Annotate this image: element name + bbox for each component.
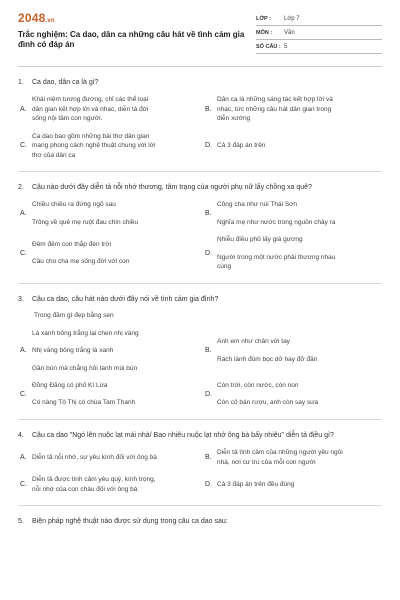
question-text <box>18 295 382 304</box>
question-number: 5. <box>18 517 24 525</box>
option-text <box>32 132 197 160</box>
option-line: Cả 3 đáp án trên đều đúng <box>217 480 295 488</box>
option-line: Có nàng Tô Thị có chùa Tam Thanh <box>32 399 136 407</box>
question-divider <box>18 283 382 284</box>
page-title: Trắc nghiệm: Ca dao, dân ca những câu hát về tình cảm gia đình có đáp án <box>18 30 245 50</box>
option-line: Nhị vàng bông trắng lá xanh <box>32 347 114 355</box>
option-text <box>32 200 197 227</box>
option-letter: B. <box>205 105 212 113</box>
option-line-gap <box>32 338 197 346</box>
header-divider <box>18 66 382 67</box>
question-text <box>18 183 382 192</box>
option-line: nhà, nơi cư trú của mỗi con người <box>217 458 316 466</box>
answer-option[interactable] <box>203 95 382 123</box>
answer-option[interactable] <box>18 381 197 408</box>
question <box>18 78 382 160</box>
option-line: nhạc, tức những câu hát dân gian trong <box>217 105 332 113</box>
option-text <box>217 200 382 227</box>
answer-option[interactable] <box>18 132 197 160</box>
question-number: 1. <box>18 79 24 86</box>
option-line: Cả 3 đáp án trên <box>217 142 266 150</box>
option-line: Còn cô bán rượu, anh còn say sưa <box>217 399 319 407</box>
option-line: cùng <box>217 263 232 271</box>
option-line-gap <box>217 245 382 253</box>
answer-options <box>18 448 382 494</box>
answer-options <box>18 95 382 160</box>
option-text <box>217 337 382 364</box>
option-line: Dân ca là những sáng tác kết hợp lời và <box>217 96 333 104</box>
question-prompt: Biện pháp nghệ thuật nào được sử dụng trong câu ca dao sau: <box>32 517 228 525</box>
option-line: Diễn tả nỗi nhớ, sự yêu kính đối với ông bà <box>32 453 157 461</box>
option-letter: C. <box>20 480 27 488</box>
option-line: Diễn tả tình cảm của những người yêu ngôi <box>217 449 343 457</box>
answer-option[interactable] <box>18 448 197 467</box>
option-line: Trông về quê mẹ ruột đau chín chiều <box>32 218 138 226</box>
option-letter: D. <box>205 390 212 398</box>
answer-option[interactable] <box>203 448 382 467</box>
option-text <box>32 475 197 494</box>
option-line: Công cha như núi Thái Sơn <box>217 201 298 209</box>
answer-options <box>18 200 382 271</box>
meta-label: SỐ CÂU : <box>256 43 281 50</box>
question <box>18 295 382 408</box>
option-line: Diễn tả được tình cảm yêu quý, kính trọng, <box>32 476 156 484</box>
option-line-gap <box>32 210 197 218</box>
option-line-gap <box>32 249 197 257</box>
answer-option[interactable] <box>18 235 197 271</box>
option-letter: A. <box>20 347 27 355</box>
option-line: dân gian kết hợp lời và nhạc, diễn tả đời <box>32 105 149 113</box>
meta-value: 5 <box>284 43 288 50</box>
question-number: 2. <box>18 183 24 191</box>
option-line: Nhiễu điều phủ lấy giá gương <box>217 236 303 244</box>
page-header <box>18 10 382 60</box>
option-line: Anh em như chân với tay <box>217 338 290 346</box>
answer-option[interactable] <box>203 381 382 408</box>
option-line: Gần bùn mà chẳng hôi tanh mùi bùn <box>32 364 138 372</box>
question-prompt: Câu ca dao, câu hát nào dưới đây nói về tình cảm gia đình? <box>32 295 219 303</box>
option-letter: D. <box>205 480 212 488</box>
option-line-gap <box>32 356 197 364</box>
option-text <box>217 448 382 467</box>
meta-label: MÔN : <box>256 29 273 36</box>
question-divider <box>18 505 382 506</box>
meta-label: LỚP : <box>256 15 271 22</box>
option-letter: A. <box>20 453 27 461</box>
meta-value: Văn <box>284 29 295 36</box>
option-letter: B. <box>205 210 212 218</box>
option-text <box>32 329 197 373</box>
option-text <box>32 95 197 123</box>
question-prompt: Ca dao, dân ca là gì? <box>32 79 99 86</box>
option-line: Khái niệm tương đương, chỉ các thể loại <box>32 96 149 104</box>
option-line: Cầu cho cha mẹ sống đời với con <box>32 258 130 266</box>
option-line-gap <box>217 390 382 398</box>
answer-option[interactable] <box>203 132 382 160</box>
meta-subject <box>256 26 382 40</box>
option-line: Đêm đêm con thắp đèn trời <box>32 240 112 248</box>
brand-logo[interactable] <box>18 10 55 26</box>
question-prompt: Câu nào dưới đây diễn tả nỗi nhớ thương, tâm trạng của người phụ nữ lấy chồng xa quê? <box>32 183 312 191</box>
option-text <box>217 141 382 150</box>
option-line: Nghĩa mẹ như nước trong nguồn chảy ra <box>217 218 336 226</box>
brand-suffix: .vn <box>45 18 55 24</box>
answer-option[interactable] <box>18 475 197 494</box>
question-number: 3. <box>18 295 24 303</box>
meta-grade <box>256 12 382 26</box>
answer-option[interactable] <box>203 329 382 373</box>
option-text <box>32 381 197 408</box>
option-line: mang phong cách nghệ thuật chung với lời <box>32 142 156 150</box>
option-text <box>217 235 382 271</box>
option-text <box>32 240 197 267</box>
option-line-gap <box>217 210 382 218</box>
brand-name: 2048 <box>18 11 46 25</box>
option-letter: C. <box>20 390 27 398</box>
option-line: Rách lành đùm bọc dở hay đỡ đần <box>217 355 318 363</box>
question-list <box>18 78 382 537</box>
option-letter: D. <box>205 249 212 257</box>
quiz-meta <box>256 12 382 54</box>
question <box>18 517 382 526</box>
option-line-gap <box>217 347 382 355</box>
question-text <box>18 517 382 526</box>
option-letter: C. <box>20 142 27 150</box>
meta-count <box>256 40 382 54</box>
option-text <box>217 381 382 408</box>
question-number: 4. <box>18 431 24 439</box>
question <box>18 183 382 272</box>
option-line: thơ của dân ca <box>32 151 76 159</box>
answer-option[interactable] <box>203 475 382 494</box>
option-line: Chiều chiều ra đứng ngõ sau <box>32 201 116 209</box>
option-line: Lá xanh bông trắng lại chen nhị vàng <box>32 329 139 337</box>
option-line: Đồng Đăng có phố Kì Lừa <box>32 381 108 389</box>
option-line-gap <box>32 390 197 398</box>
meta-value: Lớp 7 <box>284 15 300 22</box>
option-line: Người trong một nước phải thương nhau <box>217 253 336 261</box>
option-letter: B. <box>205 453 212 461</box>
question-prompt: Câu ca dao "Ngó lên nuộc lạt mái nhà/ Bao nhiêu nuộc lạt nhớ ông bà bấy nhiêu" diễn tả điều gì? <box>32 431 334 439</box>
answer-options <box>18 312 382 408</box>
option-letter: A. <box>20 105 27 113</box>
option-line: Còn trời, còn nước, còn non <box>217 381 299 389</box>
question-divider <box>18 419 382 420</box>
question-text <box>18 431 382 440</box>
answer-option[interactable] <box>18 95 197 123</box>
question-divider <box>18 171 382 172</box>
option-letter: C. <box>20 249 27 257</box>
option-text <box>217 480 382 489</box>
question-text <box>18 78 382 87</box>
option-text <box>217 95 382 123</box>
answer-option[interactable] <box>203 235 382 271</box>
answer-option[interactable] <box>18 200 197 227</box>
question-lead-line: Trong đầm gì đẹp bằng sen <box>34 311 114 319</box>
option-line: diễn xướng <box>217 115 251 123</box>
option-line: Ca dao bao gồm những bài thơ dân gian <box>32 132 150 140</box>
option-line: sống nội tâm con người. <box>32 115 103 123</box>
option-letter: A. <box>20 210 27 218</box>
option-text <box>32 453 197 462</box>
option-line: nỗi nhớ của con cháu đối với ông bà <box>32 485 138 493</box>
answer-option[interactable] <box>18 329 197 373</box>
option-letter: D. <box>205 142 212 150</box>
option-letter: B. <box>205 347 212 355</box>
answer-option[interactable] <box>203 200 382 227</box>
question <box>18 431 382 494</box>
